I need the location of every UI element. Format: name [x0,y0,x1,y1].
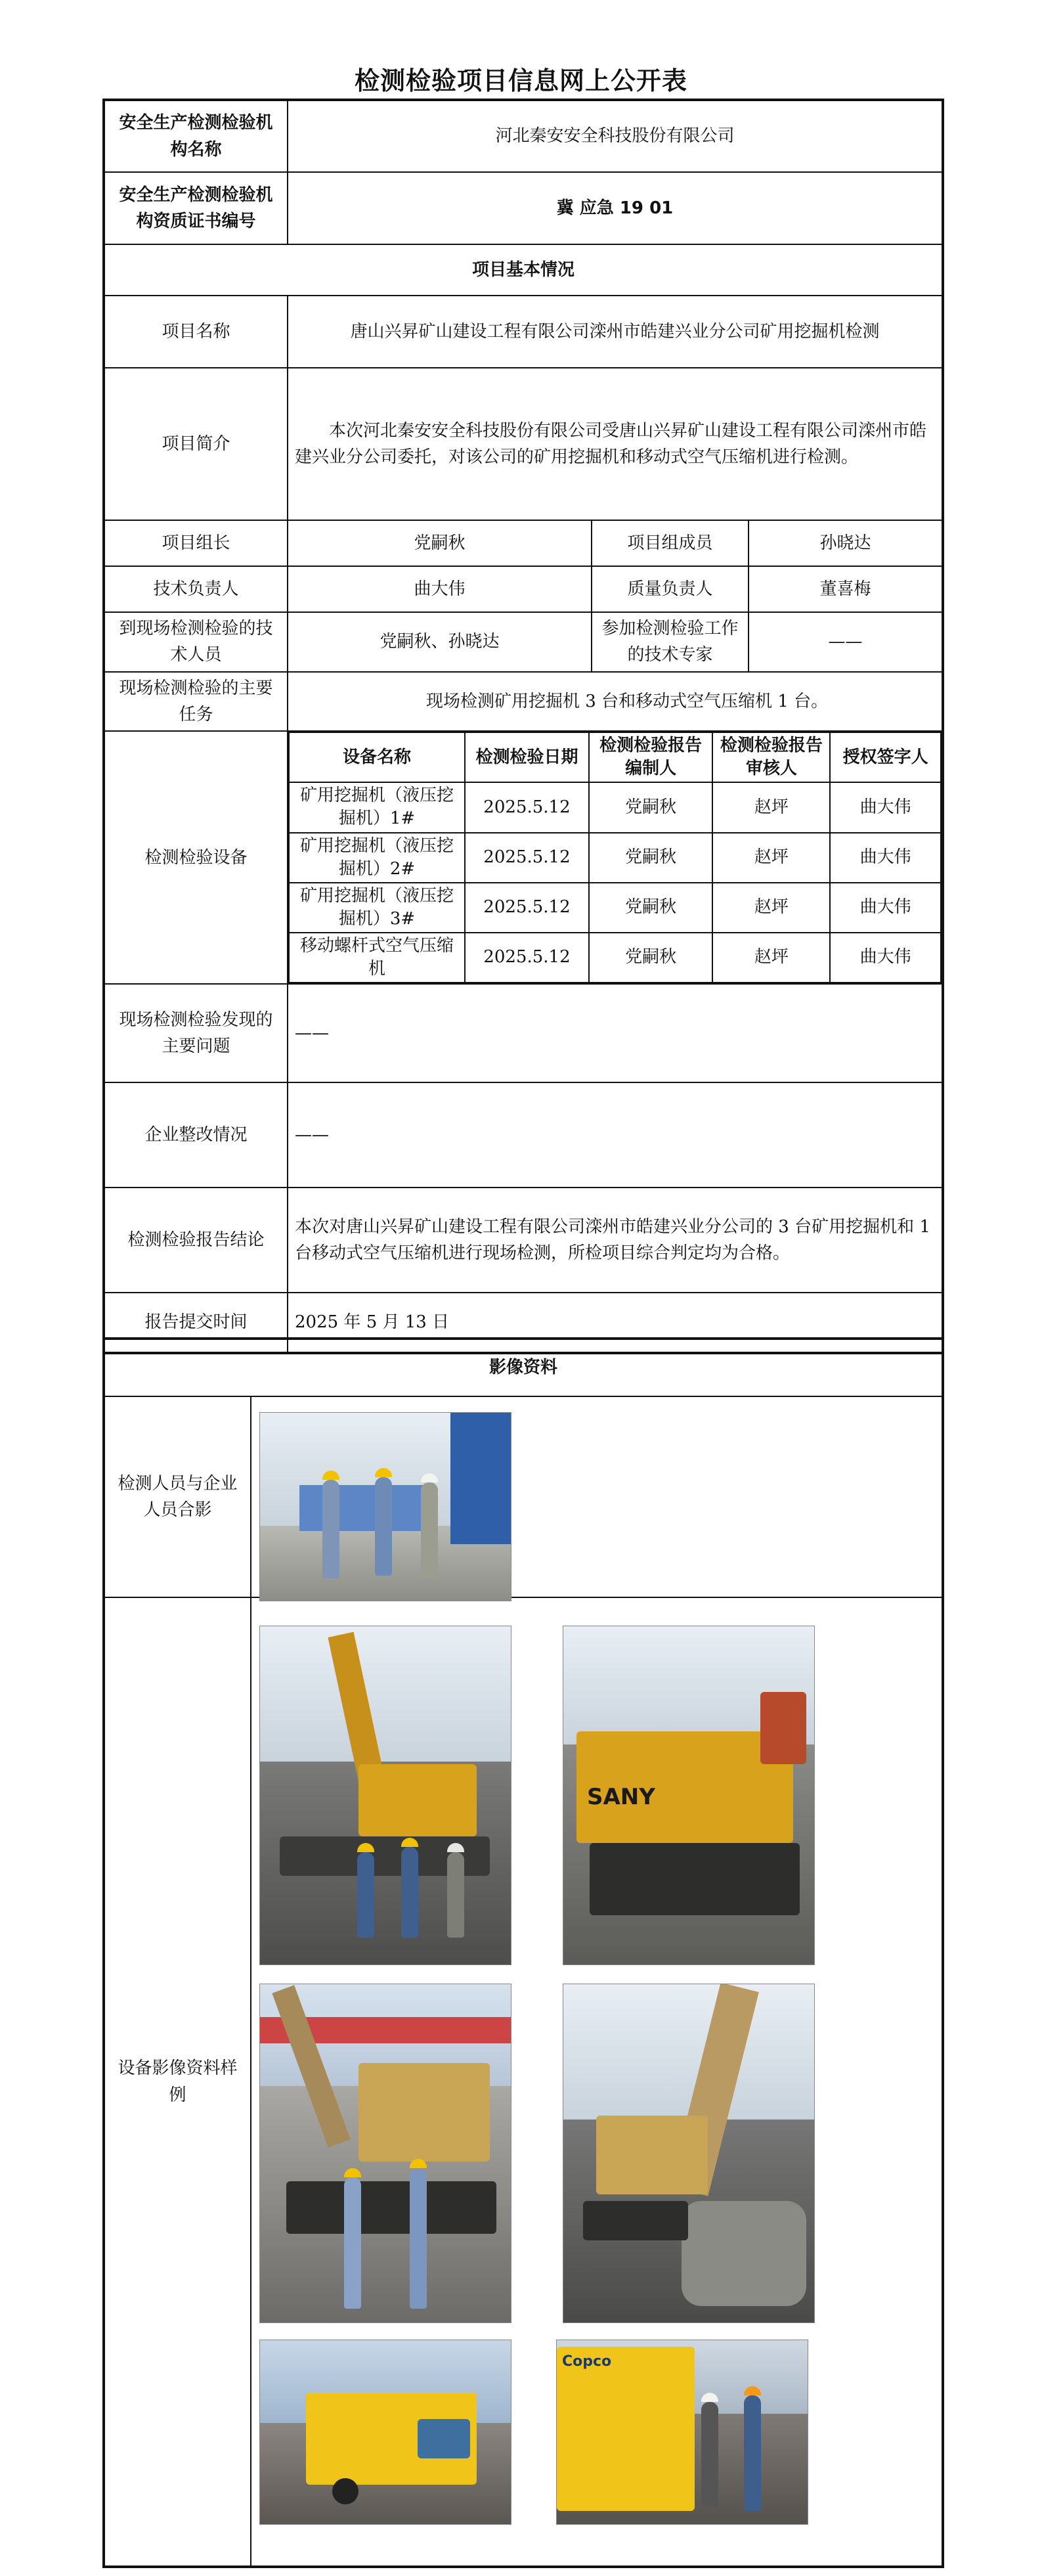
leader: 党嗣秋 [288,520,592,566]
excavator-photo-1 [259,1626,511,1965]
compressor-photo-1 [259,2340,511,2525]
intro-label: 项目简介 [104,368,288,520]
section-media: 影像资料 [104,1339,943,1396]
equipment-photos-label: 设备影像资料样例 [104,1597,251,2567]
intro-text: 本次河北秦安安全科技股份有限公司受唐山兴昇矿山建设工程有限公司滦州市皓建兴业分公司委托，对该公司的矿用挖掘机和移动式空气压缩机进行检测。 [288,368,943,520]
table-row [289,833,941,883]
equipment-name: 矿用挖掘机（液压挖掘机）2# [289,833,465,883]
tech-label: 技术负责人 [104,566,288,612]
equipment-header-name: 设备名称 [289,732,465,782]
conclusion-label: 检测检验报告结论 [104,1188,288,1293]
equipment-author: 党嗣秋 [589,782,713,832]
org-name-label: 安全生产检测检验机构名称 [104,100,288,172]
submit-date: 2025 年 5 月 13 日 [288,1293,943,1353]
equipment-date: 2025.5.12 [465,833,589,883]
equipment-table [288,732,942,983]
excavator-photo-4 [563,1984,815,2323]
equipment-name: 矿用挖掘机（液压挖掘机）1# [289,782,465,832]
equipment-reviewer: 赵坪 [712,883,830,933]
problems-label: 现场检测检验发现的主要问题 [104,984,288,1082]
equipment-reviewer: 赵坪 [712,933,830,983]
excavator-photo-2 [563,1626,815,1965]
cert-label: 安全生产检测检验机构资质证书编号 [104,172,288,244]
conclusion: 本次对唐山兴昇矿山建设工程有限公司滦州市皓建兴业分公司的 3 台矿用挖掘机和 1 台移动式空气压缩机进行现场检测，所检项目综合判定均为合格。 [288,1188,943,1293]
equipment-name: 矿用挖掘机（液压挖掘机）3# [289,883,465,933]
onsite: 党嗣秋、孙晓达 [288,612,592,672]
equipment-name: 移动螺杆式空气压缩机 [289,933,465,983]
cert-no: 冀 应急 19 01 [288,172,943,244]
equipment-date: 2025.5.12 [465,883,589,933]
equipment-header-author: 检测检验报告编制人 [589,732,713,782]
quality: 董喜梅 [749,566,943,612]
page-title: 检测检验项目信息网上公开表 [354,66,687,95]
members: 孙晓达 [749,520,943,566]
submit-label: 报告提交时间 [104,1293,288,1353]
equipment-author: 党嗣秋 [589,883,713,933]
equipment-reviewer: 赵坪 [712,833,830,883]
equipment-author: 党嗣秋 [589,933,713,983]
table-row [289,933,941,983]
excavator-photo-3 [259,1984,511,2323]
org-name: 河北秦安安全科技股份有限公司 [288,100,943,172]
equipment-signer: 曲大伟 [830,883,941,933]
section-basic: 项目基本情况 [104,244,943,296]
equipment-signer: 曲大伟 [830,782,941,832]
equipment-signer: 曲大伟 [830,833,941,883]
project-name-label: 项目名称 [104,296,288,368]
equipment-header-signer: 授权签字人 [830,732,941,782]
equipment-label: 检测检验设备 [104,731,288,984]
info-table [102,99,944,1354]
onsite-label: 到现场检测检验的技术人员 [104,612,288,672]
quality-label: 质量负责人 [592,566,749,612]
equipment-date: 2025.5.12 [465,782,589,832]
table-row [289,883,941,933]
equipment-cell [288,731,943,984]
compressor-brand-label: Copco [562,2353,612,2370]
leader-label: 项目组长 [104,520,288,566]
equipment-header-reviewer: 检测检验报告审核人 [712,732,830,782]
rectify: —— [288,1082,943,1188]
equipment-reviewer: 赵坪 [712,782,830,832]
equipment-header-date: 检测检验日期 [465,732,589,782]
problems: —— [288,984,943,1082]
equipment-header-row [289,732,941,782]
equipment-signer: 曲大伟 [830,933,941,983]
tech: 曲大伟 [288,566,592,612]
project-name: 唐山兴昇矿山建设工程有限公司滦州市皓建兴业分公司矿用挖掘机检测 [288,296,943,368]
members-label: 项目组成员 [592,520,749,566]
experts-label: 参加检测检验工作的技术专家 [592,612,749,672]
task: 现场检测矿用挖掘机 3 台和移动式空气压缩机 1 台。 [288,672,943,732]
compressor-photo-2 [556,2340,808,2525]
rectify-label: 企业整改情况 [104,1082,288,1188]
experts: —— [749,612,943,672]
table-row [289,782,941,832]
task-label: 现场检测检验的主要任务 [104,672,288,732]
group-photo [259,1412,511,1601]
sany-logo: SANY [587,1784,655,1810]
media-table [102,1337,944,2568]
group-photo-label: 检测人员与企业人员合影 [104,1396,251,1597]
equipment-author: 党嗣秋 [589,833,713,883]
equipment-date: 2025.5.12 [465,933,589,983]
